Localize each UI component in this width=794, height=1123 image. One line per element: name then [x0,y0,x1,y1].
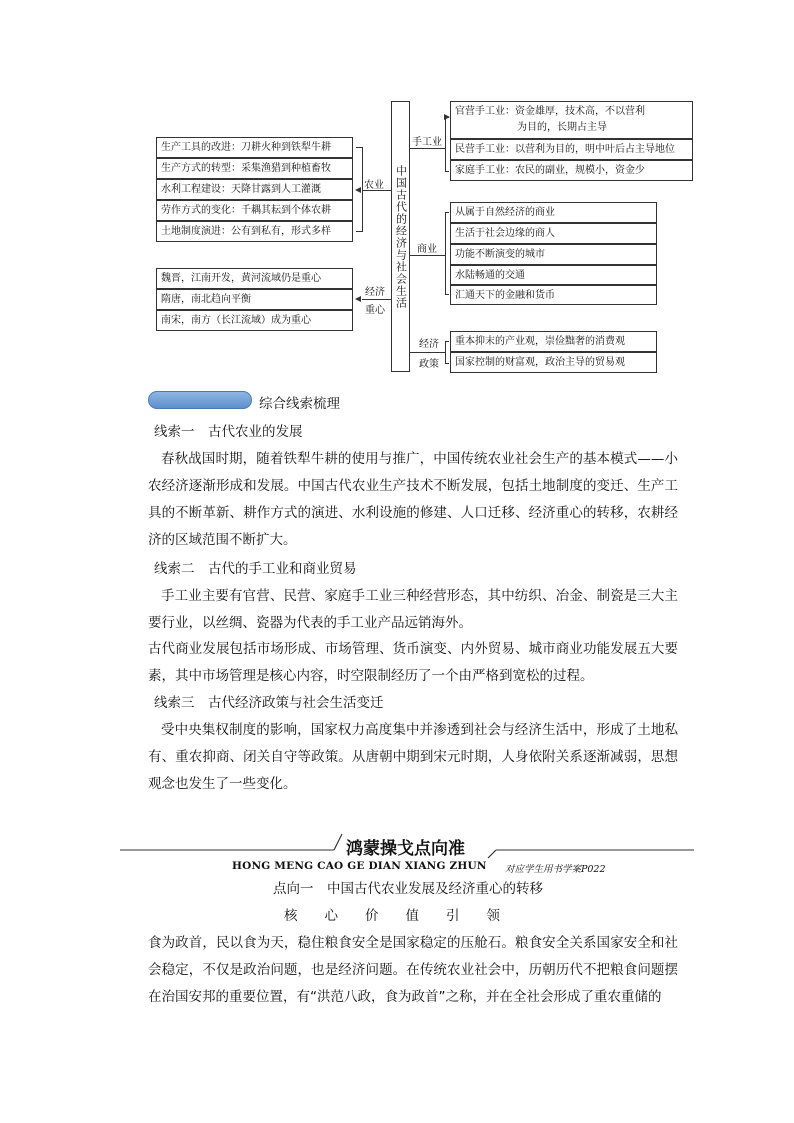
banner-title: 鸿蒙操戈点向准 [346,839,465,859]
clue1-text: 春秋战国时期，随着铁犁牛耕的使用与推广，中国传统农业社会生产的基本模式——小农经济逐渐形成和发展。中国古代农业生产技术不断发展，包括土地制度的变迁、生产工具的不断革新、耕作方式的演进、水利设施的修建、人口迁移、经济重心的转移，农耕经济的区域范围不断扩大。 [148,451,678,548]
clue3-heading: 线索三 古代经济政策与社会生活变迁 [154,695,384,711]
policy-item: 重本抑末的产业观，崇俭黜奢的消费观 [450,331,657,352]
section-tag [148,391,252,409]
commerce-item: 水陆畅通的交通 [450,265,657,285]
point1-subheading: 核 心 价 值 引 领 [284,908,500,924]
commerce-label: 商业 [417,244,437,255]
agriculture-item: 生产工具的改进：刀耕火种到铁犁牛耕 [156,137,353,158]
point1-heading: 点向一 中国古代农业发展及经济重心的转移 [273,881,543,897]
economic-center-label: 重心 [365,305,385,316]
economic-center-item: 隋唐，南北趋向平衡 [156,289,353,310]
policy-label: 经济 [419,339,439,350]
economic-center-item: 南宋，南方（长江流域）成为重心 [156,310,353,331]
agriculture-item: 生产方式的转型：采集渔猎到种植畜牧 [156,158,353,179]
section-title: 综合线索梳理 [259,396,340,412]
agriculture-item: 水利工程建设：天降甘露到人工灌溉 [156,179,353,200]
policy-label: 政策 [419,359,439,370]
agriculture-item: 劳作方式的变化：千耦其耘到个体农耕 [156,200,353,221]
commerce-item: 从属于自然经济的商业 [450,202,657,223]
clue2-text1: 手工业主要有官营、民营、家庭手工业三种经营形态，其中纺织、冶金、制瓷是三大主要行业，以丝绸、瓷器为代表的手工业产品远销海外。 [148,588,678,631]
handicraft-item: 家庭手工业：农民的副业，规模小，资金少 [450,160,693,181]
agriculture-item: 土地制度演进：公有到私有，形式多样 [156,221,353,242]
clue1-heading: 线索一 古代农业的发展 [154,424,303,440]
clue2-text2: 古代商业发展包括市场形成、市场管理、货币演变、内外贸易、城市商业功能发展五大要素，其中市场管理是核心内容，时空限制经历了一个由严格到宽松的过程。 [148,641,678,684]
economic-center-item: 魏晋，江南开发，黄河流域仍是重心 [156,268,353,289]
clue3-text: 受中央集权制度的影响，国家权力高度集中并渗透到社会与经济生活中，形成了土地私有、重农抑商、闭关自守等政策。从唐朝中期到宋元时期，人身依附关系逐渐减弱，思想观念也发生了一些变化。 [148,722,678,792]
diagram-center-box: 中国古代的经济与社会生活 [391,101,410,372]
point1-text: 食为政首，民以食为天，稳住粮食安全是国家稳定的压舱石。粮食安全关系国家安全和社会稳定，不仅是政治问题，也是经济问题。在传统农业社会中，历朝历代不把粮食问题摆在治国安邦的重要位置，有“洪范八政，食为政首”之称，并在全社会形成了重农重储的 [148,935,678,1005]
commerce-item: 汇通天下的金融和货币 [450,285,657,305]
commerce-item: 功能不断演变的城市 [450,244,657,265]
policy-item: 国家控制的财富观，政治主导的贸易观 [450,352,657,373]
economic-center-label: 经济 [365,287,385,298]
banner-reference: 对应学生用书学案P022 [505,864,606,875]
banner-pinyin: HONG MENG CAO GE DIAN XIANG ZHUN [232,860,487,872]
handicraft-label: 手工业 [412,137,442,148]
clue2-heading: 线索二 古代的手工业和商业贸易 [154,561,357,577]
commerce-item: 生活于社会边缘的商人 [450,223,657,244]
handicraft-item: 民营手工业：以营利为目的，明中叶后占主导地位 [450,139,693,160]
agriculture-label: 农业 [364,180,384,191]
handicraft-item: 官营手工业：资金雄厚，技术高，不以营利 为目的，长期占主导 [450,101,693,139]
